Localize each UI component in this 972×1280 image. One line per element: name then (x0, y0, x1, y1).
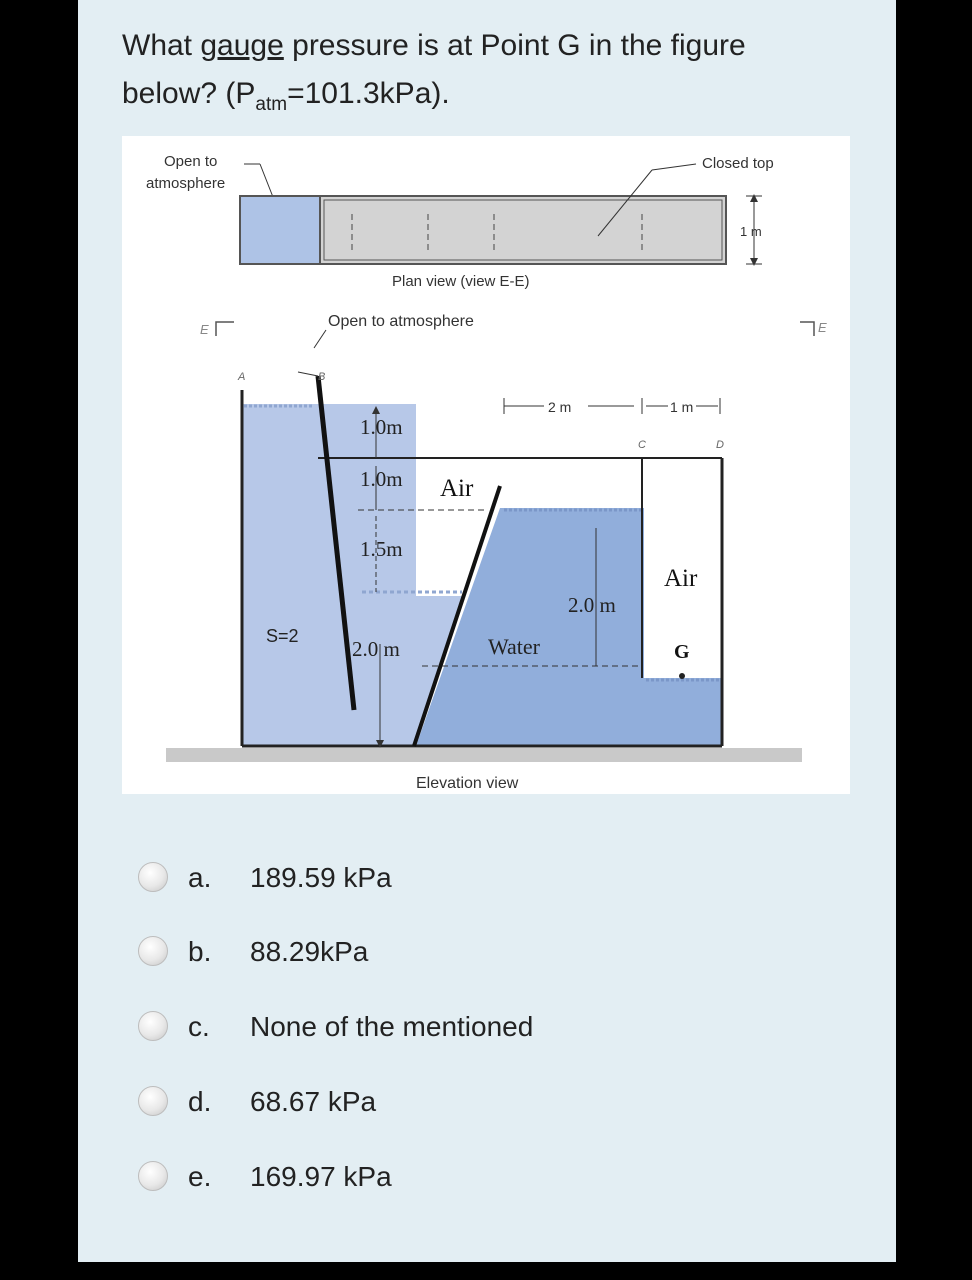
option-e[interactable] (138, 1155, 838, 1199)
point-a-label: A (238, 371, 246, 383)
option-a[interactable] (138, 856, 838, 900)
elevation-view-label: Elevation view (416, 775, 519, 792)
option-d[interactable] (138, 1080, 838, 1124)
question-card (78, 0, 896, 1262)
water-under-d (644, 678, 722, 746)
option-text: 169.97 kPa (250, 1161, 392, 1192)
ground (166, 748, 802, 762)
dim-1-5m: 1.5m (360, 537, 403, 561)
option-text: None of the mentioned (250, 1011, 534, 1042)
water-label: Water (488, 634, 540, 659)
dim-1m-mid: 1.0m (360, 467, 403, 491)
question-line-1: What gauge pressure is at Point G in the figure (122, 29, 746, 62)
question-line-2: below? $(P_{atm}=101.3kPa)$. (122, 77, 450, 115)
air-right-label: Air (664, 565, 698, 592)
subscript: atm (255, 94, 288, 115)
plan-closed-section (320, 196, 726, 264)
tank-figure (122, 136, 850, 794)
plan-open-label-1: Open to (164, 153, 218, 170)
dim-2m-right: 2.0 m (568, 593, 616, 617)
plan-view-label: Plan view (view E-E) (392, 273, 530, 290)
option-b[interactable] (138, 930, 838, 974)
radio-button[interactable] (138, 1161, 168, 1191)
point-g-label: G (674, 641, 690, 663)
radio-button[interactable] (138, 1086, 168, 1116)
radio-button[interactable] (138, 862, 168, 892)
underlined-word: gauge (200, 29, 284, 62)
option-letter: a. (188, 862, 212, 893)
option-text: 68.67 kPa (250, 1086, 377, 1117)
option-letter: b. (188, 936, 212, 967)
section-mark-left: E (200, 322, 209, 337)
air-left-label: Air (440, 475, 474, 502)
dim-1m-horizontal: 1 m (670, 399, 694, 415)
point-b-label: B (318, 371, 326, 383)
option-text: 189.59 kPa (250, 862, 392, 893)
dim-2m-left: 2.0 m (352, 637, 400, 661)
point-c-label: C (638, 439, 646, 451)
dim-1m-top: 1.0m (360, 415, 403, 439)
option-letter: d. (188, 1086, 212, 1117)
radio-button[interactable] (138, 1011, 168, 1041)
specific-gravity-label: S=2 (266, 626, 299, 646)
section-mark-right: E (818, 320, 827, 335)
closed-top-label: Closed top (702, 155, 774, 172)
option-letter: c. (188, 1011, 210, 1042)
option-text: 88.29kPa (250, 936, 369, 967)
point-d-label: D (716, 439, 724, 451)
tank-diagram (122, 136, 850, 794)
plan-open-section (240, 196, 320, 264)
question-text (122, 22, 862, 129)
plan-open-label-2: atmosphere (146, 175, 226, 192)
point-g-marker (679, 673, 685, 679)
radio-button[interactable] (138, 936, 168, 966)
plan-dimension: 1 m (740, 224, 762, 239)
open-to-atmosphere-label: Open to atmosphere (328, 313, 474, 330)
option-letter: e. (188, 1161, 212, 1192)
option-c[interactable] (138, 1005, 838, 1049)
dim-2m-horizontal: 2 m (548, 399, 572, 415)
